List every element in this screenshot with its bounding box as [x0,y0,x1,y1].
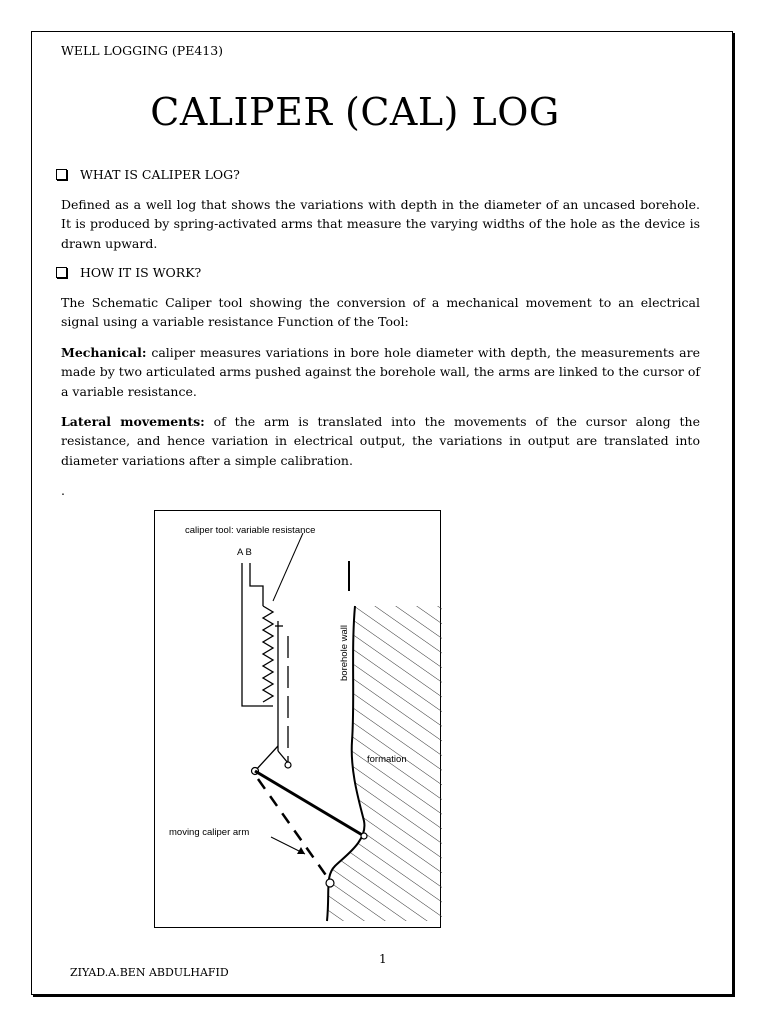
lateral-paragraph [61,412,700,470]
tool-leader-line [273,533,303,601]
tool-body-outline [242,563,273,706]
checkbox-bullet-icon [56,267,67,278]
moving-arm-tip [326,879,334,887]
definition-paragraph: Defined as a well log that shows the variations with depth in the diameter of an uncased borehole. It is produced by spring-activated arms that measure the varying widths of the hole as the device is drawn upward. [61,197,700,251]
label-ab: A B [237,547,252,558]
tool-wire [250,563,263,606]
author-footer: ZIYAD.A.BEN ABDULHAFID [70,966,229,979]
arm-contact-point [361,833,367,839]
lateral-label: Lateral movements: [61,414,205,429]
page-title: CALIPER (CAL) LOG [150,90,560,134]
label-tool: caliper tool: variable resistance [185,525,316,536]
mechanical-label: Mechanical: [61,345,147,360]
page-number: 1 [379,952,387,966]
question-what-is [56,167,240,182]
caliper-arm [255,771,364,836]
question-what-is-text: WHAT IS CALIPER LOG? [80,167,240,182]
lateral-text: of the arm is translated into the movements of the cursor along the resistance, and hence variation in electrical output, the variations in output are translated into diameter variations after a simple calibration. [61,414,700,468]
stray-dot: . [61,483,65,498]
question-how-work-text: HOW IT IS WORK? [80,265,202,280]
mechanical-paragraph [61,343,700,401]
caliper-diagram [154,510,441,928]
variable-resistance-zigzag [263,606,273,702]
schematic-paragraph: The Schematic Caliper tool showing the conversion of a mechanical movement to an electrical signal using a variable resistance Function of the Tool: [61,295,700,330]
label-moving-arm: moving caliper arm [169,827,250,838]
mechanical-text: caliper measures variations in bore hole diameter with depth, the measurements are made by two articulated arms pushed against the borehole wall, the arms are linked to the cursor of a variable resistance. [61,345,700,399]
linkage-pivot [278,751,288,763]
label-formation: formation [367,754,407,765]
caliper-diagram-svg [155,511,442,929]
question-how-work [56,265,201,280]
linkage-upper [255,746,278,771]
pivot-joint [285,762,291,768]
checkbox-bullet-icon [56,169,67,180]
course-header: WELL LOGGING (PE413) [61,43,224,58]
label-borehole-wall: borehole wall [339,625,350,681]
